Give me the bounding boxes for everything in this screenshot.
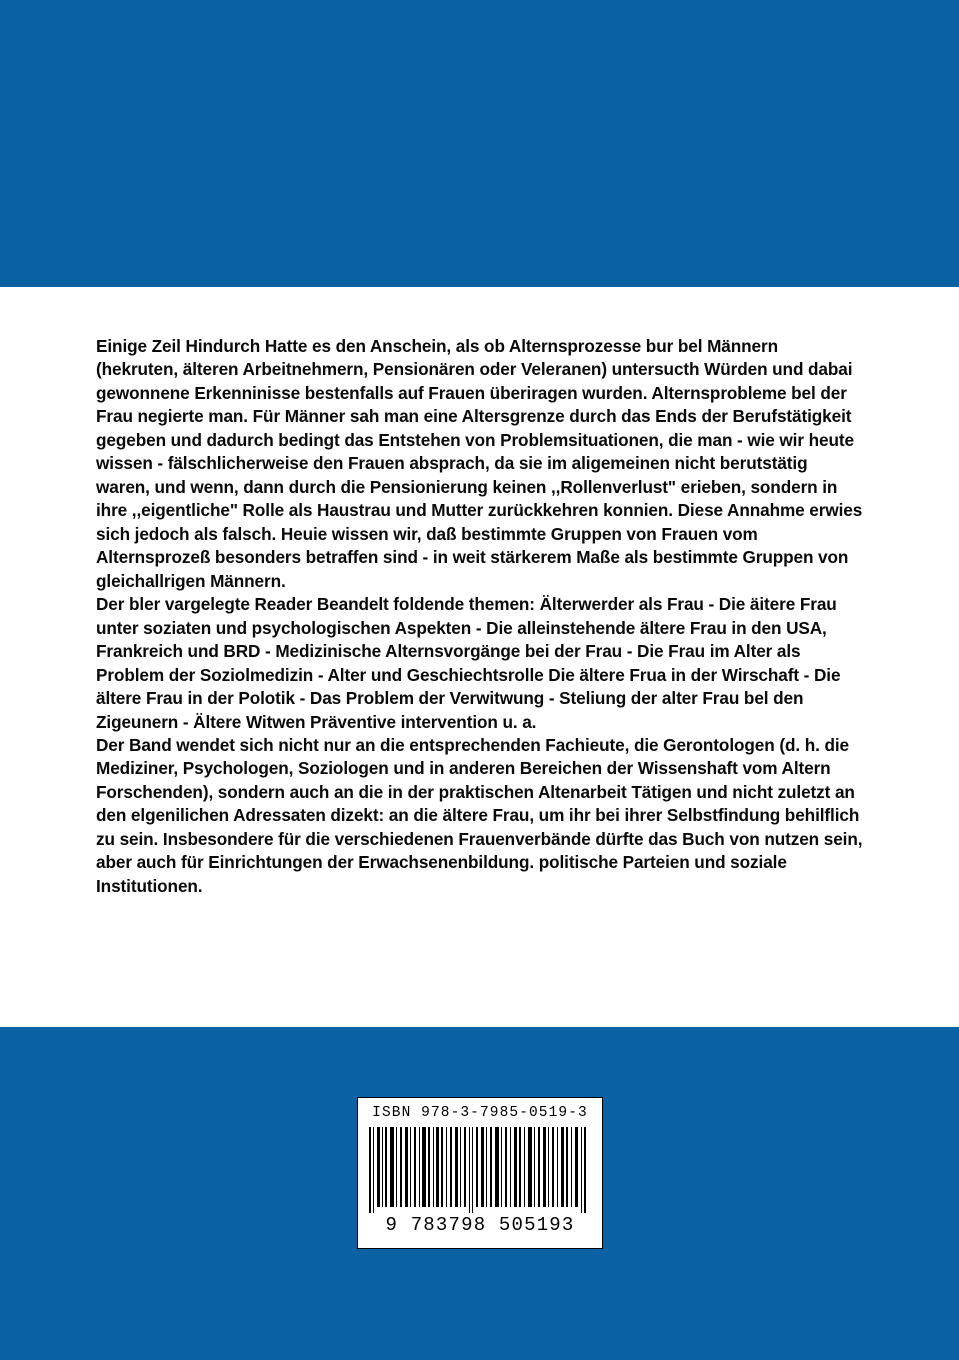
top-blue-band [0,0,959,282]
isbn-label: ISBN 978-3-7985-0519-3 [372,1105,588,1121]
barcode [357,1097,603,1249]
blurb-panel [0,287,959,1027]
blurb-paragraph-2: Der bler vargelegte Reader Beandelt foldende themen: Älterwerder als Frau - Die äitere Frau unter soziaten und psychologischen Aspekten - Die alleinstehende ältere Frau in den USA, Frankreich und BRD - Medizinische Alternsvorgänge bei der Frau - Die Frau im Alter als Problem der Soziolmedizin - Alter und Geschiechtsrolle Die ältere Frua in der Wirschaft - Die ältere Frau in der Polotik - Das Problem der Verwitwung - Steliung der alter Frau bel den Zigeunern - Ältere Witwen Präventive intervention u. a. [96,594,841,732]
barcode-bars-icon [369,1127,591,1213]
barcode-digits: 9 783798 505193 [385,1214,575,1236]
blurb-paragraph-1: Einige Zeil Hindurch Hatte es den Anschein, als ob Alternsprozesse bur bel Männern (hekruten, älteren Arbeitnehmern, Pensionären oder Veleranen) untersucth Würden und dabai gewonnene Erkenninisse bestenfalls auf Frauen überiragen wurden. Alternsprobleme bel der Frau negierte man. Für Männer sah man eine Altersgrenze durch das Ends der Berufstätigkeit gegeben und dadurch bedingt das Entstehen von Problemsituationen, die man - wie wir heute wissen - fälschlicherweise den Frauen absprach, da sie im aligemeinen nicht berutstätig waren, und wenn, dann durch die Pensionierung keinen ,,Rollenverlust" erieben, sondern in ihre ,,eigentliche" Rolle als Haustrau und Mutter zurückkehren konnien. Diese Annahme erwies sich jedoch als falsch. Heuie wissen wir, daß bestimmte Gruppen von Frauen vom Alternsprozeß besonders betraffen sind - in weit stärkerem Maße als bestimmte Gruppen von gleichallrigen Männern. [96,336,863,591]
blurb-text [96,335,863,898]
blurb-paragraph-3: Der Band wendet sich nicht nur an die entsprechenden Fachieute, die Gerontologen (d. h. die Mediziner, Psychologen, Soziologen und in anderen Bereichen der Wissenshaft vom Altern Forschenden), sondern auch an die in der praktischen Altenarbeit Tätigen und nicht zuletzt an den elgenilichen Adressaten dizekt: an die ältere Frau, um ihr bei ihrer Selbstfindung behilflich zu sein. Insbesondere für die verschiedenen Frauenverbände dürfte das Buch von nutzen sein, aber auch für Einrichtungen der Erwachsenenbildung. politische Parteien und soziale Institutionen. [96,734,863,896]
